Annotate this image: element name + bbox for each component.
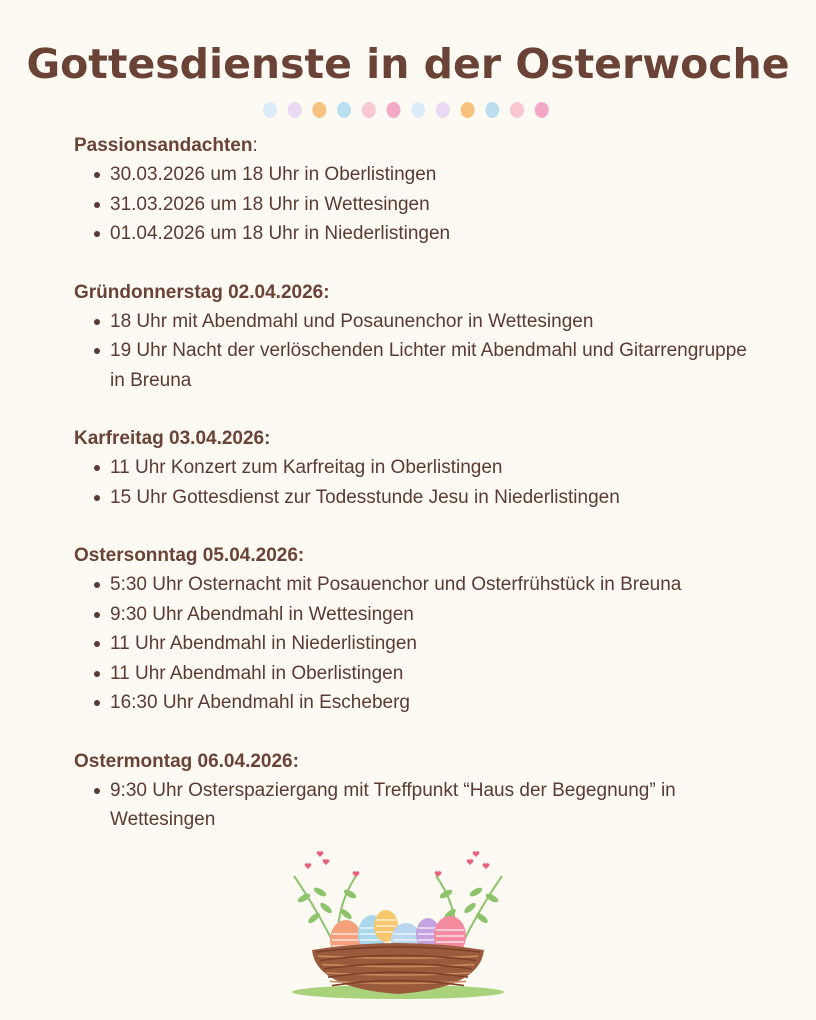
event-item: [74, 570, 754, 600]
bullet-icon: [94, 641, 100, 647]
bullet-icon: [94, 788, 100, 794]
event-text: 11 Uhr Abendmahl in Niederlistingen: [110, 633, 417, 654]
section-heading-text: Passionsandachten: [74, 135, 253, 156]
event-text: 31.03.2026 um 18 Uhr in Wettesingen: [110, 193, 430, 215]
event-text: 16:30 Uhr Abendmahl in Escheberg: [110, 692, 410, 713]
event-list: [74, 160, 754, 249]
bullet-icon: [94, 465, 100, 471]
event-item: [74, 190, 754, 220]
event-item: [74, 600, 754, 630]
egg-dot-icon: [362, 102, 376, 118]
easter-nest-illustration: [286, 848, 510, 1004]
section-heading-text: Ostersonntag 05.04.2026:: [74, 545, 305, 566]
section-heading-text: Gründonnerstag 02.04.2026:: [74, 281, 330, 303]
bullet-icon: [94, 582, 100, 588]
event-item: [74, 307, 754, 337]
section-heading: [74, 131, 754, 160]
heart-icon: [353, 871, 360, 877]
event-text: 9:30 Uhr Abendmahl in Wettesingen: [110, 603, 414, 625]
bullet-icon: [94, 202, 100, 208]
hearts: [305, 851, 490, 877]
heart-icon: [483, 863, 490, 869]
section-heading-suffix: :: [252, 135, 258, 156]
event-item: [74, 483, 754, 513]
event-item: [74, 688, 754, 718]
bullet-icon: [94, 172, 100, 178]
event-text: 01.04.2026 um 18 Uhr in Niederlistingen: [110, 223, 451, 244]
section-heading-text: Ostermontag 06.04.2026:: [74, 750, 299, 772]
bullet-icon: [94, 700, 100, 706]
event-item: [74, 629, 754, 659]
event-item: [74, 776, 754, 835]
bullet-icon: [94, 348, 100, 354]
schedule-section: [74, 131, 754, 249]
egg-dot-icon: [337, 102, 351, 118]
bullet-icon: [94, 671, 100, 677]
section-heading-text: Karfreitag 03.04.2026:: [74, 428, 271, 449]
event-text: 9:30 Uhr Osterspaziergang mit Treffpunkt “Haus der Begegnung” in Wettesingen: [110, 779, 676, 830]
event-item: [74, 659, 754, 689]
heart-icon: [317, 851, 324, 857]
egg-dot-icon: [288, 102, 302, 118]
bullet-icon: [94, 319, 100, 325]
schedule-section: [74, 424, 754, 512]
egg-dot-icon: [510, 102, 524, 118]
schedule-section: [74, 747, 754, 835]
event-text: 30.03.2026 um 18 Uhr in Oberlistingen: [110, 164, 437, 185]
event-item: [74, 219, 754, 249]
egg-dot-icon: [312, 102, 326, 118]
section-heading: [74, 541, 754, 570]
heart-icon: [305, 863, 312, 869]
egg-dot-icon: [263, 102, 277, 118]
schedule-section: [74, 541, 754, 718]
heart-icon: [435, 871, 442, 877]
event-list: [74, 776, 754, 835]
egg-dot-icon: [485, 102, 499, 118]
leaf-icon: [438, 888, 453, 900]
leaf-icon: [468, 886, 483, 898]
event-item: [74, 336, 754, 395]
egg-dot-icon: [535, 102, 549, 118]
event-list: [74, 570, 754, 718]
heart-icon: [323, 859, 330, 865]
schedule-content: [74, 131, 754, 864]
egg-dot-icon: [436, 102, 450, 118]
bullet-icon: [94, 495, 100, 501]
egg-dot-icon: [387, 102, 401, 118]
section-heading: [74, 278, 754, 307]
bullet-icon: [94, 231, 100, 237]
schedule-section: [74, 278, 754, 396]
leaf-icon: [319, 901, 334, 915]
egg-dot-icon: [461, 102, 475, 118]
egg-dot-icon: [411, 102, 425, 118]
event-text: 15 Uhr Gottesdienst zur Todesstunde Jesu in Niederlistingen: [110, 486, 620, 508]
bullet-icon: [94, 612, 100, 618]
event-item: [74, 453, 754, 483]
leaf-icon: [312, 886, 327, 898]
decorative-egg-dots: [262, 100, 554, 120]
event-text: 18 Uhr mit Abendmahl und Posaunenchor in Wettesingen: [110, 310, 594, 332]
leaf-icon: [463, 901, 478, 915]
event-text: 19 Uhr Nacht der verlöschenden Lichter mit Abendmahl und Gitarrengruppe in Breuna: [110, 340, 747, 391]
event-text: 11 Uhr Abendmahl in Oberlistingen: [110, 662, 404, 684]
heart-icon: [467, 859, 474, 865]
event-text: 5:30 Uhr Osternacht mit Posauenchor und Osterfrühstück in Breuna: [110, 574, 682, 595]
event-list: [74, 453, 754, 512]
heart-icon: [473, 851, 480, 857]
event-item: [74, 160, 754, 190]
section-heading: [74, 424, 754, 453]
page-title: Gottesdienste in der Osterwoche: [26, 40, 790, 88]
section-heading: [74, 747, 754, 776]
event-text: 11 Uhr Konzert zum Karfreitag in Oberlistingen: [110, 457, 503, 478]
event-list: [74, 307, 754, 396]
